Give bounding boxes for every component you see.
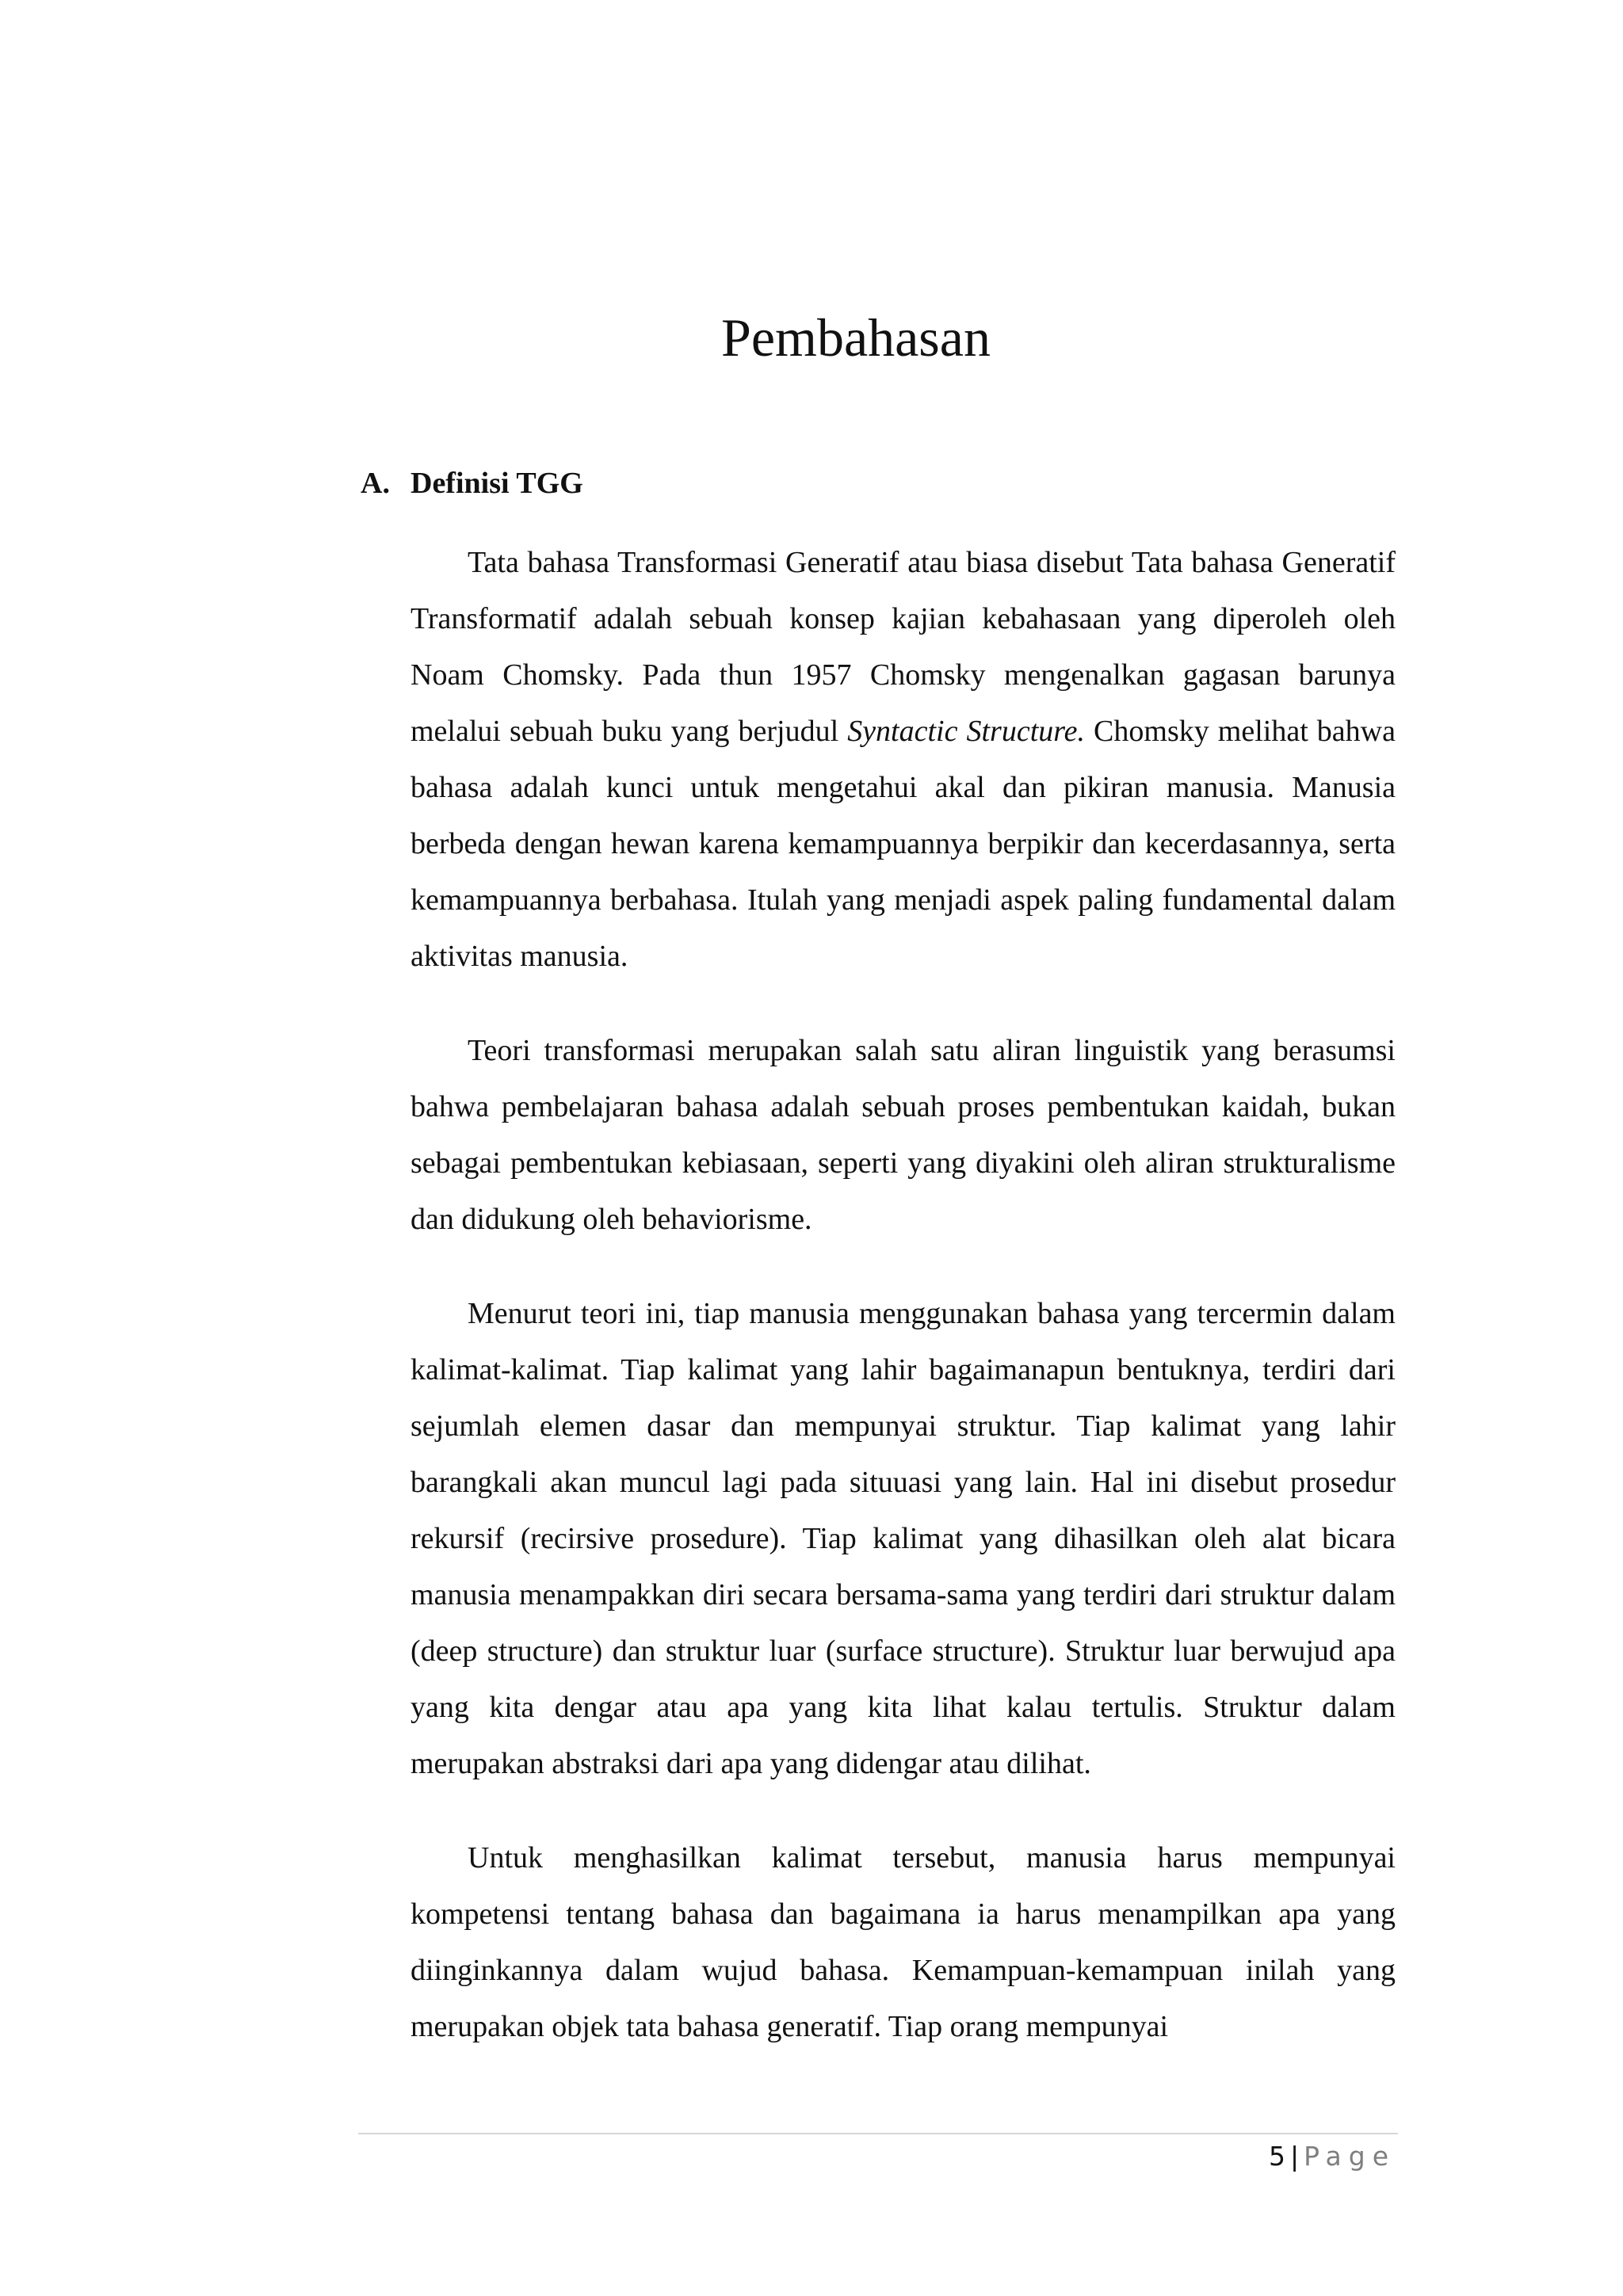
paragraph: Teori transformasi merupakan salah satu aliran linguistik yang berasumsi bahwa pembelajaran bahasa adalah sebuah proses pembentukan kaidah, bukan sebagai pembentukan kebiasaan, seperti yang diyakini oleh aliran strukturalisme dan didukung oleh behaviorisme. xyxy=(411,1034,1396,1236)
section-marker: A. xyxy=(361,467,390,500)
section-title: Definisi TGG xyxy=(411,467,583,500)
paragraph-text: Chomsky melihat bahwa bahasa adalah kunci untuk mengetahui akal dan pikiran manusia. Manusia berbeda dengan hewan karena kemampuannya berpikir dan kecerdasannya, serta kemampuannya berbahasa. Itulah yang menjadi aspek paling fundamental dalam aktivitas manusia. xyxy=(411,715,1396,973)
paragraph: Menurut teori ini, tiap manusia menggunakan bahasa yang tercermin dalam kalimat-kalimat. Tiap kalimat yang lahir bagaimanapun bentuknya, terdiri dari sejumlah elemen dasar dan mempunyai struktur. Tiap kalimat yang lahir barangkali akan muncul lagi pada situuasi yang lain. Hal ini disebut prosedur rekursif (recirsive prosedure). Tiap kalimat yang dihasilkan oleh alat bicara manusia menampakkan diri secara bersama-sama yang terdiri dari struktur dalam (deep structure) dan struktur luar (surface structure). Struktur luar berwujud apa yang kita dengar atau apa yang kita lihat kalau tertulis. Struktur dalam merupakan abstraksi dari apa yang didengar atau dilihat. xyxy=(411,1297,1396,1780)
paragraph xyxy=(411,535,1396,985)
body-text xyxy=(411,535,1396,2055)
paragraph-text: Tata bahasa Transformasi Generatif atau biasa disebut Tata bahasa Generatif Transformatif adalah sebuah konsep kajian kebahasaan yang diperoleh oleh Noam Chomsky. Pada thun 1957 Chomsky mengenalkan gagasan barunya melalui sebuah buku yang berjudul xyxy=(411,546,1396,748)
page-title: Pembahasan xyxy=(721,307,991,368)
footer-divider xyxy=(358,2133,1398,2134)
page-label: Page xyxy=(1304,2141,1396,2172)
paragraph: Untuk menghasilkan kalimat tersebut, manusia harus mempunyai kompetensi tentang bahasa dan bagaimana ia harus menampilkan apa yang diinginkannya dalam wujud bahasa. Kemampuan-kemampuan inilah yang merupakan objek tata bahasa generatif. Tiap orang mempunyai xyxy=(411,1841,1396,2043)
section-heading xyxy=(361,466,583,501)
book-title: Syntactic Structure. xyxy=(847,715,1086,748)
page-footer xyxy=(1269,2139,1396,2174)
page-number: 5 xyxy=(1268,2141,1285,2172)
footer-separator: | xyxy=(1289,2141,1300,2172)
